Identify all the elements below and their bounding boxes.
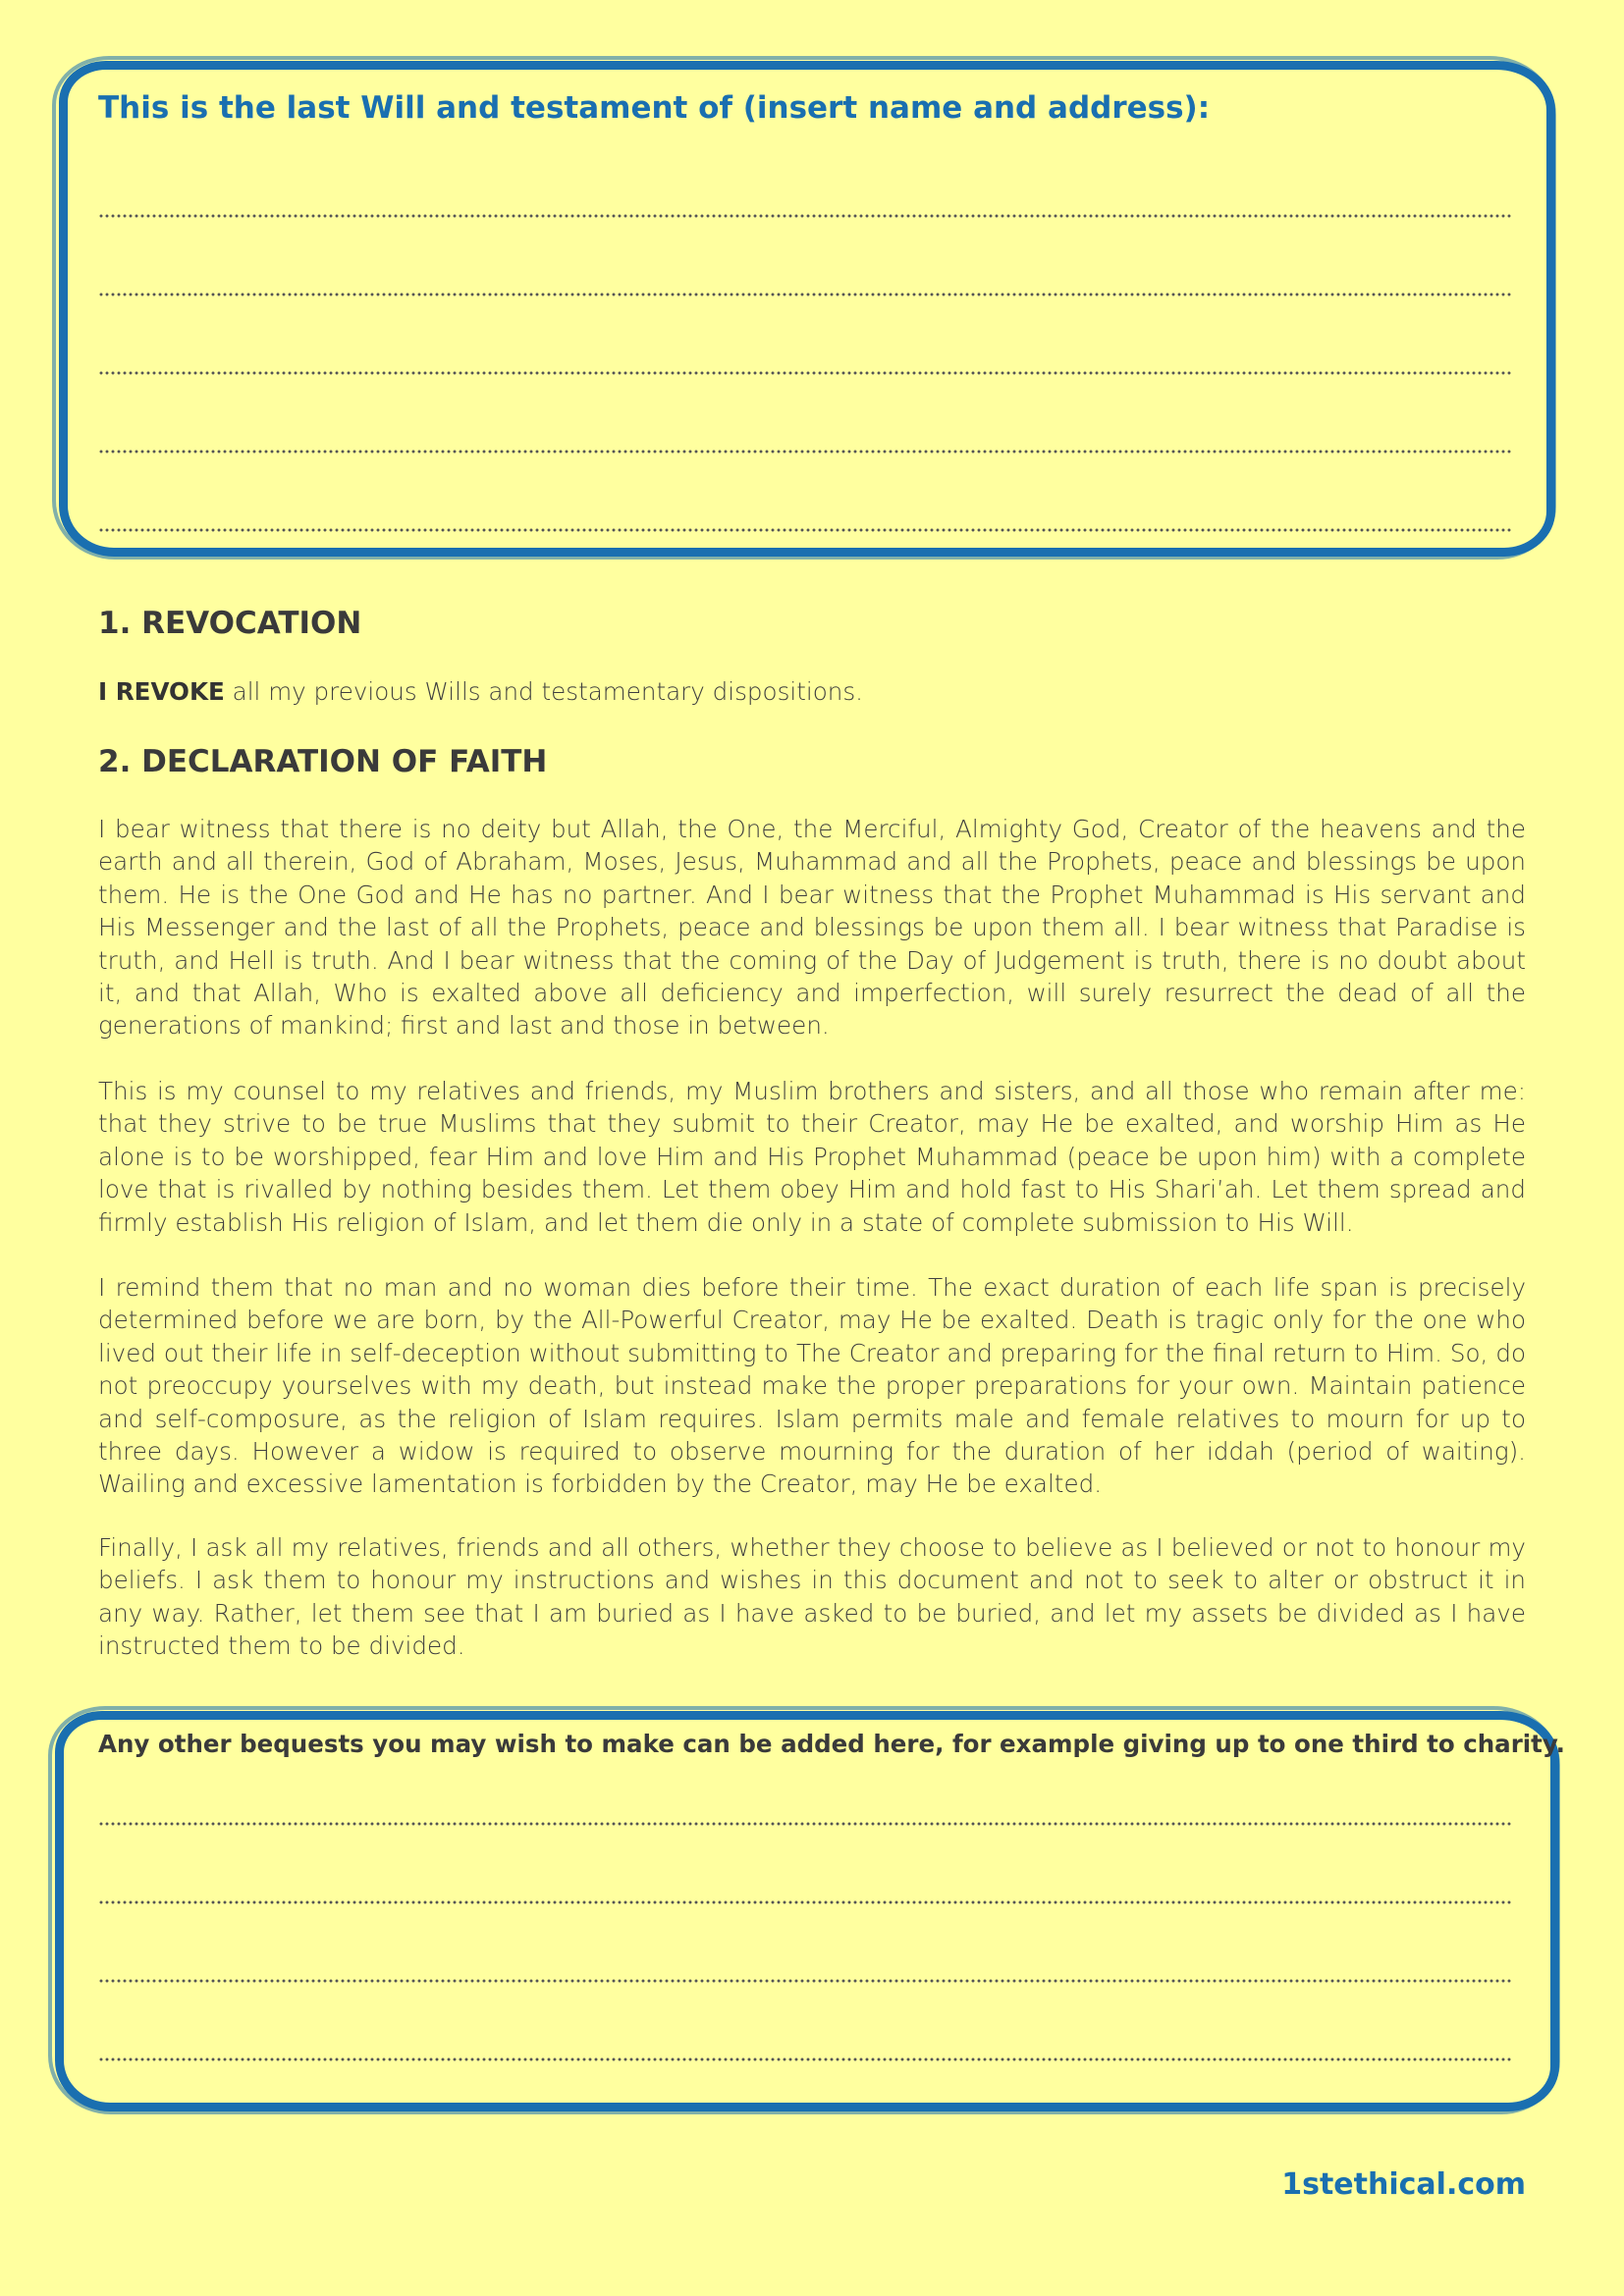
name-address-line-5[interactable] [98,528,1512,532]
declaration-paragraph-3: I remind them that no man and no woman dies before their time. The exact duration of each life span is precisely determined before we are born, by the All-Powerful Creator, may He be exalted. Death is tragic only for the one who lived out their life in self-deception without submitting to The Creator and preparing for the final return to Him. So, do not preoccupy yourselves with my death, but instead make the proper preparations for your own. Maintain patience and self-composure, as the religion of Islam requires. Islam permits male and female relatives to mourn for up to three days. However a widow is required to observe mourning for the duration of her iddah (period of waiting). Wailing and excessive lamentation is forbidden by the Creator, may He be exalted. [98,1273,1526,1499]
revocation-title: 1. REVOCATION [98,606,362,641]
name-address-line-1[interactable] [98,214,1512,218]
revocation-lead: I REVOKE [98,677,225,706]
declaration-paragraph-4: Finally, I ask all my relatives, friends and all others, whether they choose to believe as I believed or not to honour my beliefs. I ask them to honour my instructions and wishes in this document and not to seek to alter or obstruct it in any way. Rather, let them see that I am buried as I have asked to be buried, and let my assets be divided as I have instructed them to be divided. [98,1533,1526,1661]
will-heading: This is the last Will and testament of (insert name and address): [98,90,1211,126]
declaration-paragraph-2: This is my counsel to my relatives and friends, my Muslim brothers and sisters, and all those who remain after me: that they strive to be true Muslims that they submit to their Creator, may He be exalted, and worship Him as He alone is to be worshipped, fear Him and love Him and His Prophet Muhammad (peace be upon him) with a complete love that is rivalled by nothing besides them. Let them obey Him and hold fast to His Shari’ah. Let them spread and firmly establish His religion of Islam, and let them die only in a state of complete submission to His Will. [98,1077,1526,1237]
name-address-line-4[interactable] [98,450,1512,454]
name-address-line-3[interactable] [98,371,1512,375]
bequest-line-1[interactable] [98,1822,1512,1826]
footer-website-link[interactable]: 1stethical.com [1281,2167,1526,2202]
revocation-text [98,675,1526,708]
declaration-paragraph-1: I bear witness that there is no deity but Allah, the One, the Merciful, Almighty God, Creator of the heavens and the earth and all therein, God of Abraham, Moses, Jesus, Muhammad and all the Prophets, peace and blessings be upon them. He is the One God and He has no partner. And I bear witness that the Prophet Muhammad is His servant and His Messenger and the last of all the Prophets, peace and blessings be upon them all. I bear witness that Paradise is truth, and Hell is truth. And I bear witness that the coming of the Day of Judgement is truth, there is no doubt about it, and that Allah, Who is exalted above all deficiency and imperfection, will surely resurrect the dead of all the generations of mankind; first and last and those in between. [98,815,1526,1041]
declaration-title: 2. DECLARATION OF FAITH [98,744,548,779]
bequest-line-3[interactable] [98,1979,1512,1983]
name-address-box [59,61,1555,557]
name-address-line-2[interactable] [98,293,1512,296]
revocation-rest: all my previous Wills and testamentary dispositions. [224,677,863,706]
bequest-line-4[interactable] [98,2057,1512,2061]
bequests-box [55,1711,1559,2111]
bequest-line-2[interactable] [98,1900,1512,1904]
bequests-heading: Any other bequests you may wish to make can be added here, for example giving up to one third to charity. [98,1730,1565,1758]
